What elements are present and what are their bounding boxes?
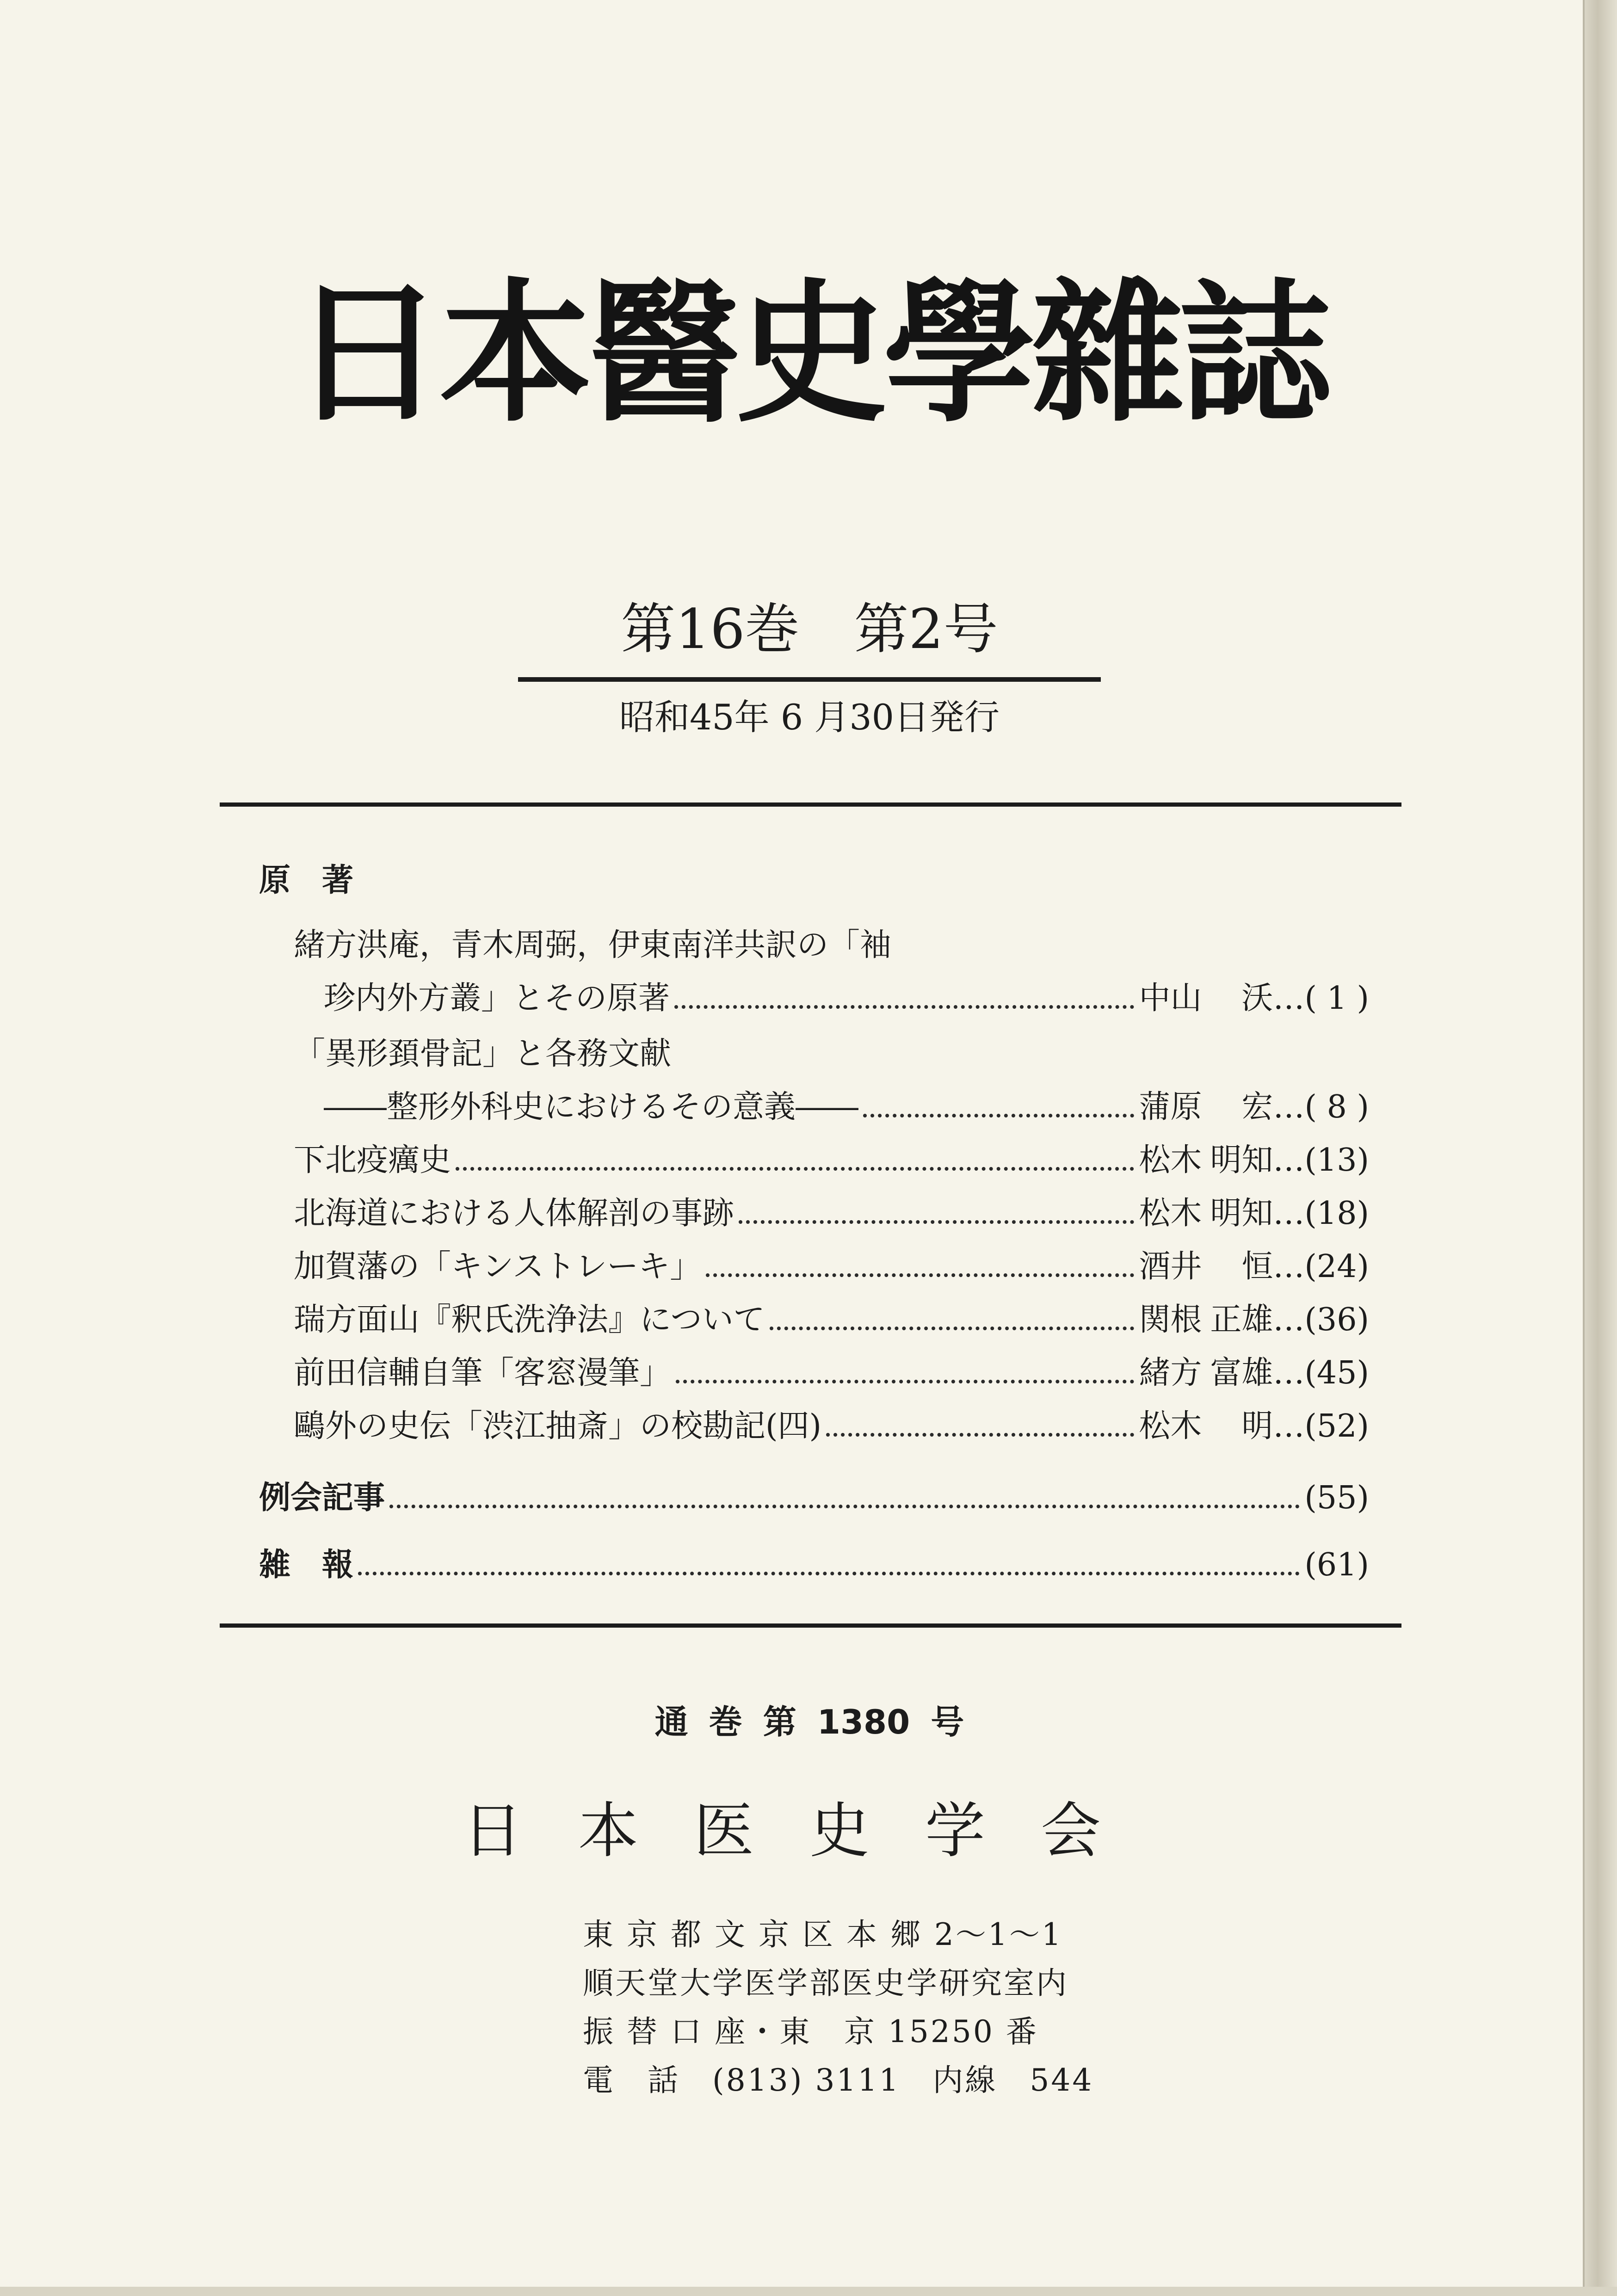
toc-article-6-title: 瑞方面山『釈氏洗浄法』について <box>294 1302 765 1338</box>
toc-article-1-page: …( 1 ) <box>1273 980 1369 1017</box>
toc-article-3-title: 下北疫癘史 <box>294 1142 451 1179</box>
toc-entry-miscellaneous[interactable] <box>259 1549 1369 1581</box>
toc-article-5-page: …(24) <box>1273 1248 1369 1285</box>
section-heading-miscellaneous: 雑 報 <box>259 1547 354 1583</box>
toc-article-2-author-surname: 蒲原 <box>1139 1089 1202 1125</box>
toc-article-6-page: …(36) <box>1273 1302 1369 1338</box>
address-line-1: 東 京 都 文 京 区 本 郷 2〜1〜1 <box>583 1917 1063 1952</box>
address-line-2: 順天堂大学医学部医史学研究室内 <box>583 1965 1068 2001</box>
toc-article-4-page: …(18) <box>1273 1195 1369 1232</box>
toc-article-6-author-surname: 関根 <box>1139 1302 1202 1338</box>
toc-article-1-author-given: 沃 <box>1241 980 1273 1017</box>
toc-article-4-author-given: 明知 <box>1210 1195 1273 1232</box>
page-edge-bottom <box>0 2287 1617 2296</box>
toc-entry-8[interactable] <box>294 1408 1369 1444</box>
toc-entry-4[interactable] <box>294 1195 1369 1232</box>
toc-article-2-title-line1: 「異形頚骨記」と各務文献 <box>294 1036 672 1072</box>
toc-article-6-author-given: 正雄 <box>1210 1302 1273 1338</box>
contents-top-rule <box>220 802 1401 807</box>
serial-number: 通 巻 第 1380 号 <box>654 1703 964 1741</box>
toc-article-2-author-given: 宏 <box>1241 1089 1273 1125</box>
toc-entry-meeting-reports[interactable] <box>259 1482 1369 1514</box>
toc-article-8-author-given: 明 <box>1241 1408 1273 1444</box>
toc-article-8-page: …(52) <box>1273 1408 1369 1444</box>
society-name: 日本医史学会 <box>462 1796 1156 1866</box>
toc-article-5-author-surname: 酒井 <box>1139 1248 1202 1285</box>
journal-title: 日本醫史學雜誌 <box>291 265 1327 443</box>
toc-article-4-author-surname: 松木 <box>1139 1195 1202 1232</box>
toc-article-7-title: 前田信輔自筆「客窓漫筆」 <box>294 1355 672 1391</box>
leader-dots <box>706 1273 1134 1277</box>
leader-dots <box>770 1327 1135 1330</box>
toc-article-2-page: …( 8 ) <box>1273 1089 1369 1125</box>
toc-entry-7[interactable] <box>294 1355 1369 1391</box>
leader-dots <box>674 1005 1134 1009</box>
toc-article-1-title-line1: 緒方洪庵，青木周弼，伊東南洋共訳の「袖 <box>294 927 892 963</box>
toc-entry-5[interactable] <box>294 1248 1369 1285</box>
page-edge <box>1583 0 1617 2296</box>
leader-dots <box>863 1114 1134 1117</box>
leader-dots <box>389 1505 1300 1508</box>
volume-issue: 第16巻 第2号 <box>621 597 998 661</box>
address-line-3: 振 替 口 座・東 京 15250 番 <box>583 2014 1038 2049</box>
toc-entry-6[interactable] <box>294 1304 1369 1336</box>
toc-entry-1[interactable] <box>324 980 1369 1017</box>
toc-article-5-title: 加賀藩の「キンストレーキ」 <box>294 1248 702 1285</box>
toc-article-4-title: 北海道における人体解剖の事跡 <box>294 1195 734 1232</box>
toc-article-7-author-given: 富雄 <box>1210 1355 1273 1391</box>
toc-article-3-page: …(13) <box>1273 1142 1369 1179</box>
leader-dots <box>826 1433 1134 1437</box>
toc-article-1-title-line2: 珍内外方叢」とその原著 <box>324 980 670 1017</box>
publication-date: 昭和45年 6 月30日発行 <box>619 697 1000 738</box>
toc-article-2-title-line2: ――整形外科史におけるその意義―― <box>324 1089 859 1125</box>
toc-entry-3[interactable] <box>294 1142 1369 1179</box>
toc-article-5-author-given: 恒 <box>1241 1248 1273 1285</box>
toc-article-8-title: 鷗外の史伝「渋江抽斎」の校勘記(四) <box>294 1408 822 1444</box>
toc-article-7-page: …(45) <box>1273 1355 1369 1391</box>
toc-article-7-author-surname: 緒方 <box>1139 1355 1202 1391</box>
leader-dots <box>358 1572 1300 1575</box>
toc-entry-2[interactable] <box>324 1089 1369 1125</box>
miscellaneous-page: (61) <box>1304 1547 1369 1583</box>
meeting-reports-page: (55) <box>1304 1480 1369 1516</box>
volume-underline <box>518 677 1101 682</box>
toc-article-8-author-surname: 松木 <box>1139 1408 1202 1444</box>
contents-bottom-rule <box>220 1623 1401 1628</box>
toc-article-1-author-surname: 中山 <box>1139 980 1202 1017</box>
leader-dots <box>739 1220 1134 1224</box>
address-line-4: 電 話 (813) 3111 内線 544 <box>583 2062 1094 2098</box>
leader-dots <box>676 1380 1134 1383</box>
toc-article-3-author-given: 明知 <box>1210 1142 1273 1179</box>
toc-article-3-author-surname: 松木 <box>1139 1142 1202 1179</box>
section-heading-meeting-reports: 例会記事 <box>259 1480 385 1516</box>
section-heading-original-articles: 原 著 <box>259 862 354 899</box>
leader-dots <box>456 1167 1134 1171</box>
